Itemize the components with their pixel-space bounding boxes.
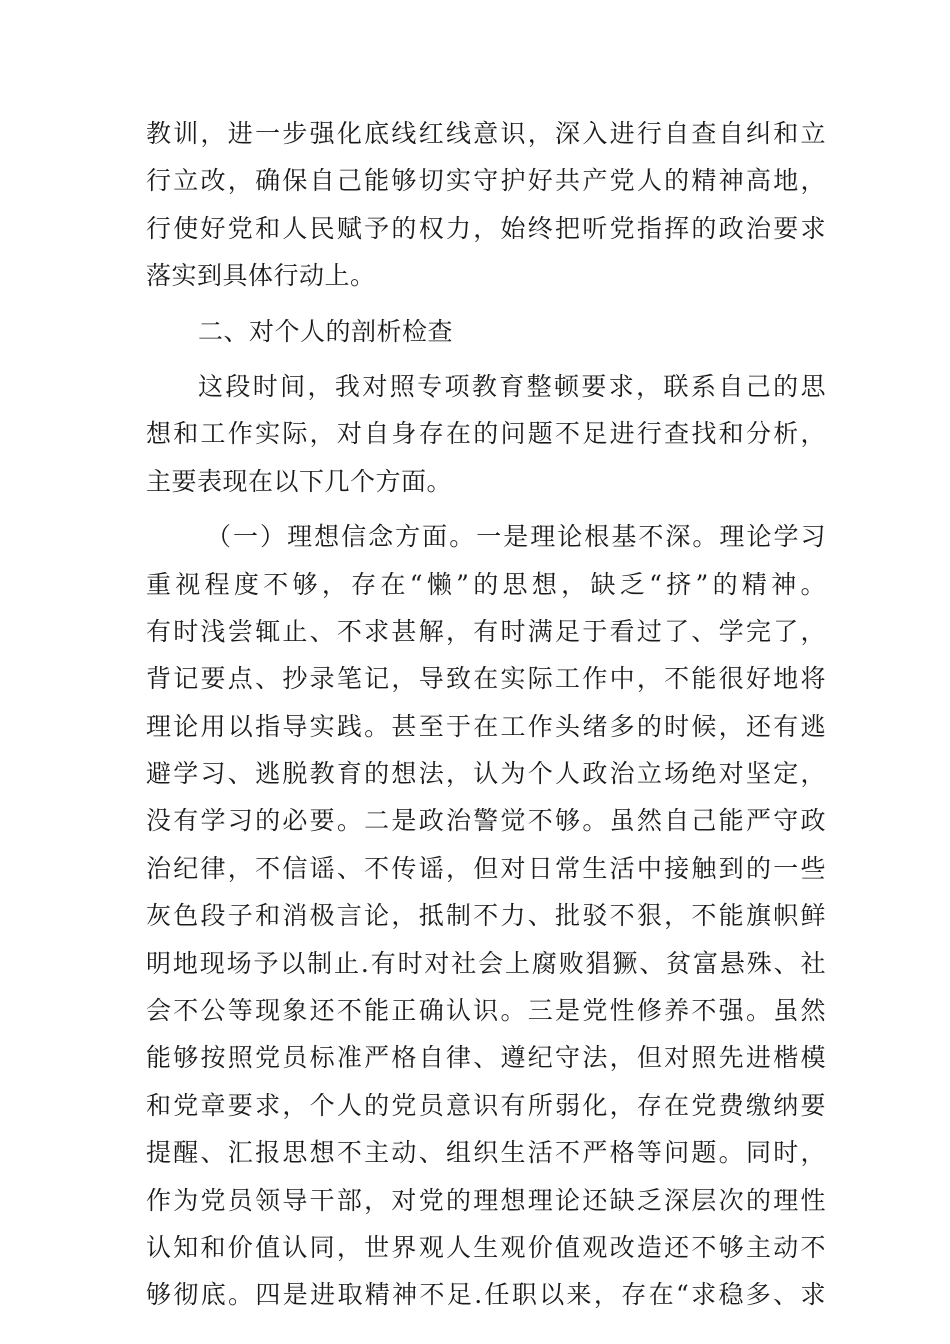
text-line: 有时浅尝辄止、不求甚解，有时满足于看过了、学完了， — [146, 616, 826, 646]
document-body — [146, 110, 826, 1319]
text-line: 会不公等现象还不能正确认识。三是党性修养不强。虽然 — [146, 996, 826, 1026]
text-line: 重视程度不够，存在“懒”的思想，缺乏“挤”的精神。 — [146, 569, 826, 599]
text-line: 背记要点、抄录笔记，导致在实际工作中，不能很好地将 — [146, 664, 826, 694]
paragraph-intro — [146, 363, 826, 505]
text-line: 主要表现在以下几个方面。 — [146, 466, 453, 496]
text-line: 没有学习的必要。二是政治警觉不够。虽然自己能严守政 — [146, 806, 826, 836]
text-line: 理论用以指导实践。甚至于在工作头绪多的时候，还有逃 — [146, 711, 826, 741]
text-line: 认知和价值认同，世界观人生观价值观改造还不够主动不 — [146, 1232, 826, 1262]
text-line: 行立改，确保自己能够切实守护好共产党人的精神高地， — [146, 166, 826, 196]
paragraph-ideals — [146, 513, 826, 1319]
text-line: 能够按照党员标准严格自律、遵纪守法，但对照先进楷模 — [146, 1043, 826, 1073]
text-line: 这段时间，我对照专项教育整顿要求，联系自己的思 — [198, 371, 826, 401]
text-line: （一）理想信念方面。一是理论根基不深。理论学习 — [206, 522, 826, 552]
text-line: 明地现场予以制止.有时对社会上腐败猖獗、贫富悬殊、社 — [146, 948, 826, 978]
text-line: 避学习、逃脱教育的想法，认为个人政治立场绝对坚定， — [146, 759, 826, 789]
heading-text: 二、对个人的剖析检查 — [198, 316, 454, 346]
text-line: 教训，进一步强化底线红线意识，深入进行自查自纠和立 — [146, 119, 826, 148]
text-line: 提醒、汇报思想不主动、组织生活不严格等问题。同时， — [146, 1138, 826, 1168]
section-heading — [146, 308, 826, 355]
text-line: 和党章要求，个人的党员意识有所弱化，存在党费缴纳要 — [146, 1090, 826, 1120]
text-line: 作为党员领导干部，对党的理想理论还缺乏深层次的理性 — [146, 1185, 826, 1215]
paragraph-continuation — [146, 110, 826, 300]
text-line: 行使好党和人民赋予的权力，始终把听党指挥的政治要求 — [146, 213, 826, 243]
text-line: 够彻底。四是进取精神不足.任职以来，存在“求稳多、求 — [146, 1280, 826, 1310]
text-line: 想和工作实际，对自身存在的问题不足进行查找和分析， — [146, 419, 826, 449]
text-line: 落实到具体行动上。 — [146, 261, 376, 291]
text-line: 灰色段子和消极言论，抵制不力、批驳不狠，不能旗帜鲜 — [146, 901, 826, 931]
text-line: 治纪律，不信谣、不传谣，但对日常生活中接触到的一些 — [146, 853, 826, 883]
